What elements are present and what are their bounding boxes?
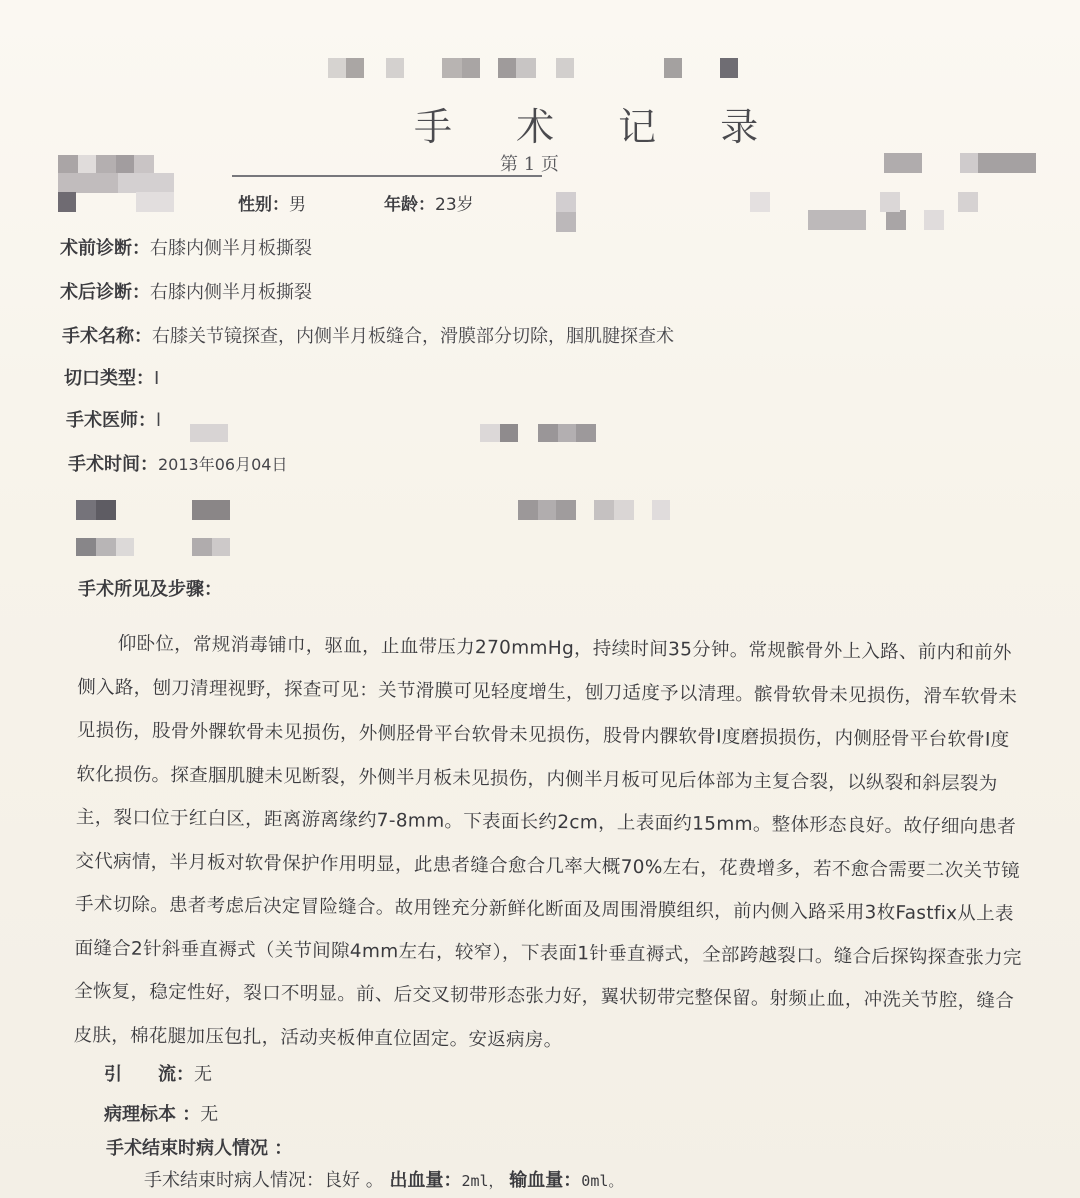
transfusion-value: 0ml。 xyxy=(581,1172,624,1190)
redacted-ward-info xyxy=(556,192,576,232)
pathology-label: 病理标本 ： xyxy=(104,1104,201,1125)
field-value: 右膝内侧半月板撕裂 xyxy=(150,282,312,303)
age-field xyxy=(384,190,474,215)
drainage-field xyxy=(104,1060,212,1086)
redacted-anesthesia-info xyxy=(518,500,670,520)
field-label: 手术医师： xyxy=(66,410,156,431)
field-value: 右膝内侧半月板撕裂 xyxy=(150,238,312,259)
preop-diagnosis-field xyxy=(60,234,312,260)
redacted-bed-info xyxy=(808,210,944,230)
field-value: 右膝关节镜探查，内侧半月板缝合，滑膜部分切除，腘肌腱探查术 xyxy=(152,326,674,347)
field-value: I xyxy=(154,368,160,389)
document-title: 手 术 记 录 xyxy=(414,105,785,149)
redacted-bed-info-2 xyxy=(750,192,978,212)
redacted-hospital-name xyxy=(328,58,738,78)
pathology-value: 无 xyxy=(200,1104,219,1125)
gender-value: 男 xyxy=(289,195,306,215)
blood-loss-label: 出血量： xyxy=(389,1170,462,1191)
redacted-anesthesia-row xyxy=(76,500,230,520)
field-value: l xyxy=(156,410,162,431)
status-label: 手术结束时病人情况： xyxy=(144,1170,324,1191)
redacted-patient-name-2 xyxy=(58,173,174,193)
drainage-label: 引 流： xyxy=(104,1064,194,1085)
pathology-field xyxy=(104,1100,218,1126)
procedure-details-text: 仰卧位，常规消毒铺巾，驱血，止血带压力270mmHg，持续时间35分钟。常规髌骨外上入路、前内和前外侧入路，刨刀清理视野，探查可见：关节滑膜可见轻度增生，刨刀适度予以清理。髌骨软骨未见损伤，滑车软骨未见损伤，股骨外髁软骨未见损伤，外侧胫骨平台软骨未见损伤，股骨内髁软骨I度磨损损伤，内侧胫骨平台软骨I度软化损伤。探查腘肌腱未见断裂，外侧半月板未见损伤，内侧半月板可见后体部为主复合裂，以纵裂和斜层裂为主，裂口位于红白区，距离游离缘约7-8mm。下表面长约2cm，上表面约15mm。整体形态良好。故仔细向患者交代病情，半月板对软骨保护作用明显，此患者缝合愈合几率大概70%左右，花费增多，若不愈合需要二次关节镜手术切除。患者考虑后决定冒险缝合。故用锉充分新鲜化断面及周围滑膜组织，前内侧入路采用3枚Fastfix从上表面缝合2针斜垂直褥式（关节间隙4mm左右，较窄），下表面1针垂直褥式，全部跨越裂口。缝合后探钩探查张力完全恢复，稳定性好，裂口不明显。前、后交叉韧带形态张力好，翼状韧带完整保留。射频止血，冲洗关节腔，缝合皮肤，棉花腿加压包扎，活动夹板伸直位固定。安返病房。 xyxy=(73,633,1022,1051)
page-number: 第 1 页 xyxy=(500,154,559,175)
procedure-name-field xyxy=(62,322,674,348)
field-label: 术前诊断： xyxy=(60,238,150,259)
title-divider xyxy=(232,175,542,177)
redacted-assistant-names xyxy=(480,424,596,442)
end-status-heading: 手术结束时病人情况 ： xyxy=(106,1138,293,1159)
redacted-record-number xyxy=(884,153,1036,173)
redacted-surgeon-name xyxy=(190,424,228,442)
field-label: 切口类型： xyxy=(64,368,154,389)
postop-diagnosis-field xyxy=(60,278,312,304)
field-label: 术后诊断： xyxy=(60,282,150,303)
redacted-anesthetist-row xyxy=(76,538,230,556)
surgery-date-field xyxy=(68,450,287,476)
transfusion-label: 输血量： xyxy=(509,1170,582,1191)
incision-type-field xyxy=(64,364,159,390)
surgeon-field xyxy=(66,406,161,432)
gender-field xyxy=(238,190,306,215)
field-label: 手术名称： xyxy=(62,326,152,347)
drainage-value: 无 xyxy=(194,1064,212,1085)
field-label: 手术时间： xyxy=(68,454,158,475)
age-value: 23岁 xyxy=(435,195,474,215)
gender-label: 性别： xyxy=(238,195,289,215)
status-value: 良好 。 xyxy=(324,1170,384,1191)
field-value: 2013年06月04日 xyxy=(158,455,288,474)
blood-loss-value: 2ml， xyxy=(461,1172,504,1190)
end-status-line xyxy=(144,1166,623,1192)
redacted-patient-name xyxy=(58,155,154,175)
redacted-patient-id xyxy=(58,192,174,212)
procedure-heading: 手术所见及步骤： xyxy=(78,579,222,600)
age-label: 年龄： xyxy=(384,195,435,215)
